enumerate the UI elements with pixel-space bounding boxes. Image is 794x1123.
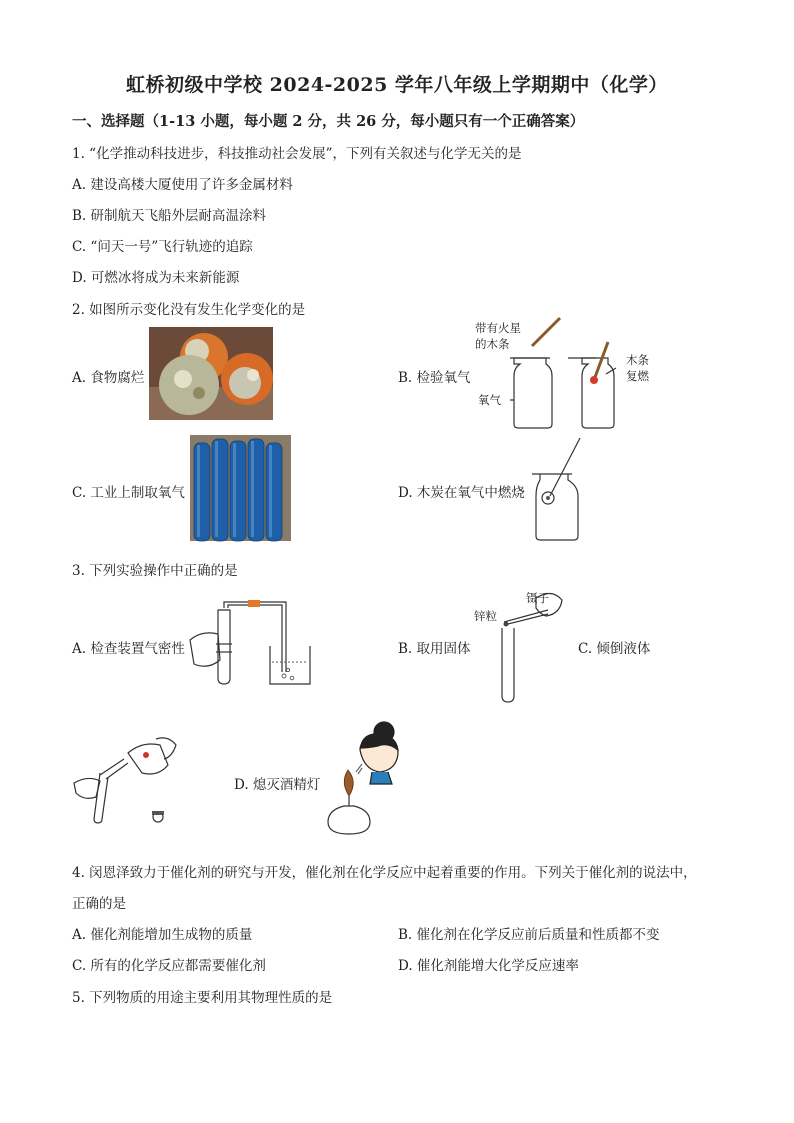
q4-option-a: A. 催化剂能增加生成物的质量 (72, 927, 253, 943)
q3-figb-label-zinc: 锌粒 (474, 609, 497, 623)
section-heading-choice: 一、选择题（1-13 小题，每小题 2 分，共 26 分，每小题只有一个正确答案） (72, 113, 585, 130)
pour-liquid-diagram (72, 735, 182, 825)
q3-option-b: B. 取用固体 (398, 641, 471, 657)
q2-option-d: D. 木炭在氧气中燃烧 (398, 485, 525, 501)
q3-option-c: C. 倾倒液体 (578, 641, 651, 657)
charcoal-burning-diagram (528, 436, 588, 542)
q4-option-d: D. 催化剂能增大化学反应速率 (398, 958, 579, 974)
q3-option-a: A. 检查装置气密性 (72, 641, 185, 657)
q3-option-d: D. 熄灭酒精灯 (234, 777, 321, 793)
q2-figb-label-spark2: 的木条 (475, 337, 510, 351)
q3-figb-label-tweezers: 镊子 (526, 591, 549, 605)
q4-option-b: B. 催化剂在化学反应前后质量和性质都不变 (398, 927, 660, 943)
q2-stem: 2. 如图所示变化没有发生化学变化的是 (72, 302, 306, 318)
q1-stem: 1. “化学推动科技进步，科技推动社会发展”，下列有关叙述与化学无关的是 (72, 146, 522, 162)
rotten-fruit-photo (149, 327, 273, 420)
q2-figb-label-reignite: 复燃 (626, 369, 649, 383)
q2-figb-label-spark1: 带有火星 (475, 321, 521, 335)
q1-option-a: A. 建设高楼大厦使用了许多金属材料 (72, 177, 293, 193)
page-title: 虹桥初级中学校 2024-2025 学年八年级上学期期中（化学） (126, 74, 668, 96)
q4-stem-line1: 4. 闵恩泽致力于催化剂的研究与开发，催化剂在化学反应中起着重要的作用。下列关于催化剂的说法中， (72, 865, 697, 881)
airtightness-check-diagram (188, 600, 318, 690)
q3-stem: 3. 下列实验操作中正确的是 (72, 563, 238, 579)
q1-option-c: C. “问天一号”飞行轨迹的追踪 (72, 239, 253, 255)
q4-option-c: C. 所有的化学反应都需要催化剂 (72, 958, 266, 974)
q2-option-b: B. 检验氧气 (398, 370, 471, 386)
oxygen-cylinders-photo (190, 435, 291, 541)
q1-option-b: B. 研制航天飞船外层耐高温涂料 (72, 208, 267, 224)
q5-stem: 5. 下列物质的用途主要利用其物理性质的是 (72, 990, 333, 1006)
q2-option-c: C. 工业上制取氧气 (72, 485, 185, 501)
extinguish-lamp-diagram (318, 712, 418, 842)
q1-option-d: D. 可燃冰将成为未来新能源 (72, 270, 240, 286)
q2-figb-label-stick: 木条 (626, 353, 649, 367)
q2-figb-label-oxygen: 氧气 (478, 393, 501, 407)
q2-option-a: A. 食物腐烂 (72, 370, 145, 386)
q4-stem-line2: 正确的是 (72, 896, 126, 912)
